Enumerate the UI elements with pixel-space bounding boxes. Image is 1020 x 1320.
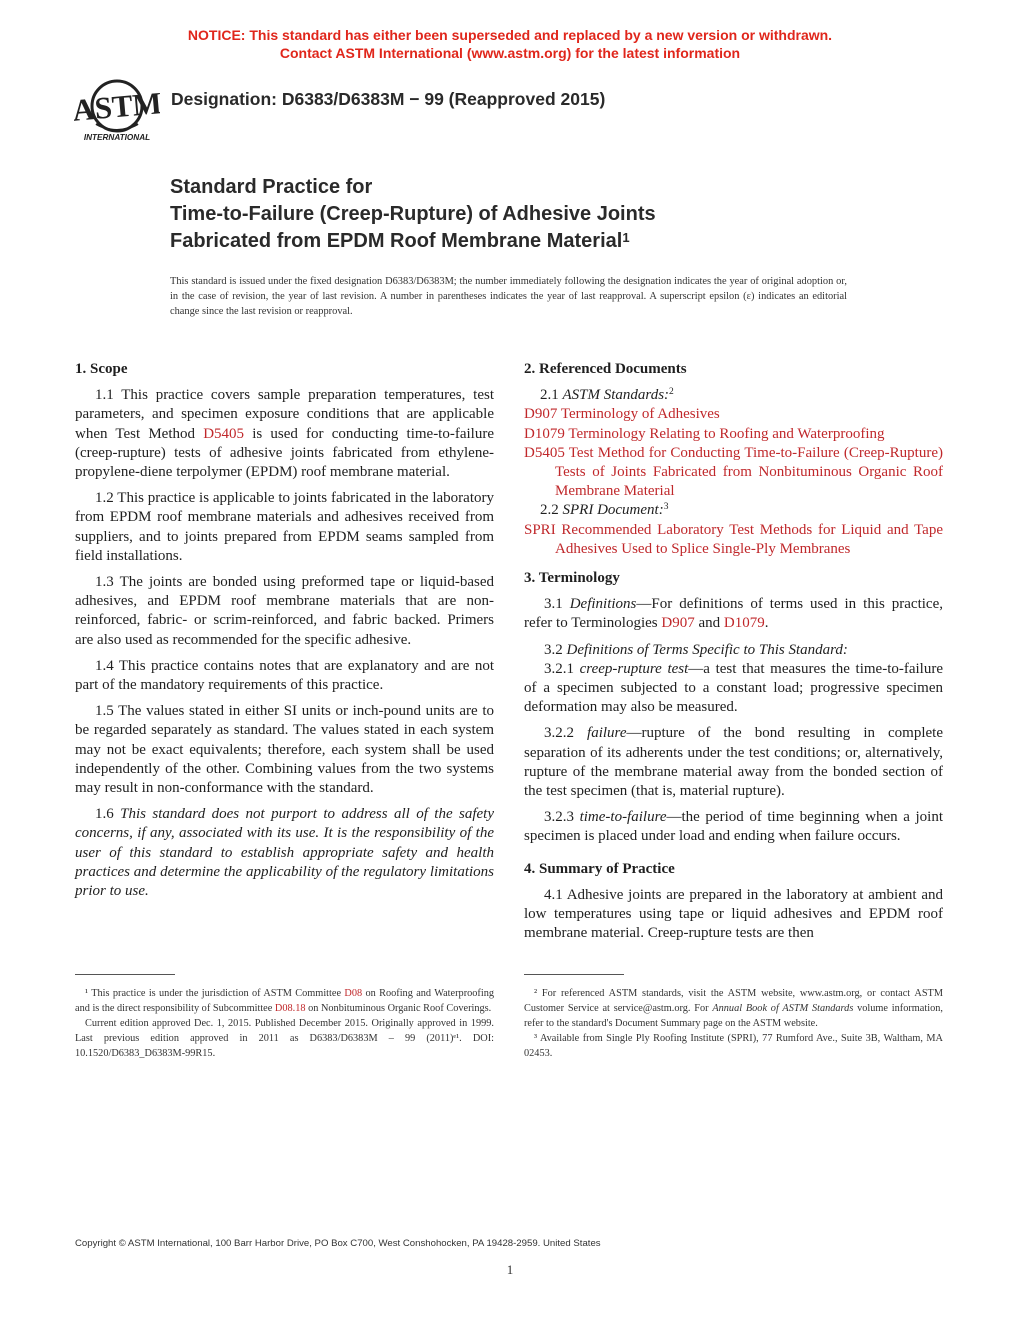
link-spri[interactable]: SPRI [524, 521, 556, 538]
link-d08[interactable]: D08 [344, 988, 363, 999]
scope-1-4: 1.4 This practice contains notes that are explanatory and are not part of the mandatory requirements of this practice. [75, 657, 494, 694]
ref-item: D1079 Terminology Relating to Roofing and Waterproofing [524, 425, 885, 442]
scope-1-1: 1.1 This practice covers sample preparation temperatures, test parameters, and specimen exposure conditions that are applicable when Test Method D5405 is used for conducting time-to-failure (creep-rupture) tests of adhesive joints fabricated from ethylene-propylene-diene terpolymer (EPDM) roof membrane material. [75, 387, 494, 481]
term-3-2: 3.2 Definitions of Terms Specific to This Standard: [544, 641, 848, 658]
logo-mark: ASTM [74, 85, 160, 128]
title-line-3: Fabricated from EPDM Roof Membrane Material [170, 230, 623, 252]
footnotes-left [75, 986, 494, 1061]
refs-2-2: 2.2 SPRI Document:$^3$ [540, 502, 669, 519]
astm-logo-icon [74, 76, 160, 146]
term-3-2-3: 3.2.3 time-to-failure—the period of time beginning when a joint specimen is placed under load and ending when failure occurs. [524, 809, 943, 845]
astm-logo [74, 76, 160, 146]
title-footnote-marker: 1 [622, 230, 630, 245]
ref-item: SPRI Recommended Laboratory Test Methods for Liquid and Tape Adhesives Used to Splice Single-Ply Membranes [524, 521, 943, 557]
footnote-1: ¹ This practice is under the jurisdiction of ASTM Committee D08 on Roofing and Waterproofing and is the direct responsibility of Subcommittee D08.18 on Nonbituminous Organic Roof Coverings. [75, 988, 495, 1014]
issue-note: This standard is issued under the fixed designation D6383/D6383M; the number immediately following the designation indicates the year of original adoption or, in the case of revision, the year of last revision. A number in parentheses indicates the year of last reapproval. A superscript epsilon (ε) indicates an editorial change since the last revision or reapproval. [170, 276, 847, 317]
withdrawal-notice [0, 26, 1020, 62]
section-refs-heading: 2. Referenced Documents [524, 361, 687, 377]
left-column [75, 360, 494, 908]
title-line-1: Standard Practice for [170, 176, 373, 198]
term-3-2-1: 3.2.1 creep-rupture test—a test that measures the time-to-failure of a specimen subjected to a constant load; progressive specimen deformation may also be measured. [524, 660, 944, 716]
page-number: 1 [506, 1262, 514, 1277]
section-summary-heading: 4. Summary of Practice [524, 860, 675, 877]
footnote-rule-right [524, 974, 624, 975]
scope-1-3: 1.3 The joints are bonded using preformed tape or liquid-based adhesives, and EPDM roof membrane materials that are non-reinforced, fabric- or scrim-reinforced, and fabric backed. Primers are also used as recommended for the specific adhesive. [75, 574, 494, 648]
logo-text: INTERNATIONAL [83, 133, 151, 142]
refs-2-1: 2.1 ASTM Standards:$^2$ [540, 387, 674, 404]
ref-item: D5405 Test Method for Conducting Time-to-Failure (Creep-Rupture) Tests of Joints Fabricated from Nonbituminous Organic Roof Membrane Material [524, 444, 943, 500]
link-d5405[interactable]: D5405 [203, 425, 245, 442]
document-title [170, 174, 656, 255]
link-d5405-ref[interactable]: D5405 [524, 444, 565, 461]
scope-1-5: 1.5 The values stated in either SI units or inch-pound units are to be regarded separately as standard. The values stated in each system may not be exact equivalents; therefore, each system shall be used independently of the other. Combining values from the two systems may result in non-conformance with the standard. [75, 703, 494, 797]
link-d08-18[interactable]: D08.18 [274, 1003, 306, 1014]
ref-item: D907 Terminology of Adhesives [524, 406, 720, 423]
footnotes-right [524, 986, 943, 1061]
term-3-2-2: 3.2.2 failure—rupture of the bond resulting in complete separation of its adherents under the test conditions; or, alternatively, rupture of the membrane material away from the bonded section of the test specimen (that is, material rupture). [524, 725, 943, 800]
scope-1-6: 1.6 This standard does not purport to address all of the safety concerns, if any, associated with its use. It is the responsibility of the user of this standard to establish appropriate safety and health practices and determine the applicability of the regulatory limitations prior to use. [75, 806, 495, 900]
title-line-2: Time-to-Failure (Creep-Rupture) of Adhesive Joints [170, 203, 656, 225]
copyright: Copyright © ASTM International, 100 Barr Harbor Drive, PO Box C700, West Conshohocken, PA 19428-2959. United States [75, 1238, 601, 1249]
link-d1079[interactable]: D1079 [524, 425, 565, 442]
footnote-1b: Current edition approved Dec. 1, 2015. Published December 2015. Originally approved in 1999. Last previous edition approved in 2011 as D6383/D6383M – 99 (2011)ᵉ¹. DOI: 10.1520/D6383_D6383M-99R15. [75, 1018, 494, 1059]
section-scope-heading: 1. Scope [75, 361, 128, 377]
footnote-2: ² For referenced ASTM standards, visit the ASTM website, www.astm.org, or contact ASTM Customer Service at service@astm.org. For Annual Book of ASTM Standards volume information, refer to the standard's Document Summary page on the ASTM website. [524, 988, 943, 1029]
summary-4-1: 4.1 Adhesive joints are prepared in the laboratory at ambient and low temperatures using tape or liquid adhesives and EPDM roof membrane material. Creep-rupture tests are then [524, 886, 943, 942]
scope-1-2: 1.2 This practice is applicable to joints fabricated in the laboratory from EPDM roof membrane materials and adhesives received from suppliers, and to joints prepared from EPDM seams sampled from field installations. [75, 490, 494, 564]
link-d907-term[interactable]: D907 [661, 615, 695, 632]
footnote-rule-left [75, 974, 175, 975]
footnote-3: ³ Available from Single Ply Roofing Institute (SPRI), 77 Rumford Ave., Suite 3B, Waltham, MA 02453. [524, 1033, 943, 1059]
designation: Designation: D6383/D6383M − 99 (Reapproved 2015) [171, 89, 606, 109]
link-d907[interactable]: D907 [524, 406, 558, 423]
notice-line-1: NOTICE: This standard has either been superseded and replaced by a new version or withdrawn. [187, 27, 833, 43]
section-terminology-heading: 3. Terminology [524, 570, 620, 587]
term-3-1: 3.1 Definitions—For definitions of terms used in this practice, refer to Terminologies D907 and D1079. [524, 596, 943, 632]
right-column [524, 360, 943, 950]
notice-line-2: Contact ASTM International (www.astm.org) for the latest information [279, 45, 741, 61]
link-d1079-term[interactable]: D1079 [723, 615, 765, 632]
